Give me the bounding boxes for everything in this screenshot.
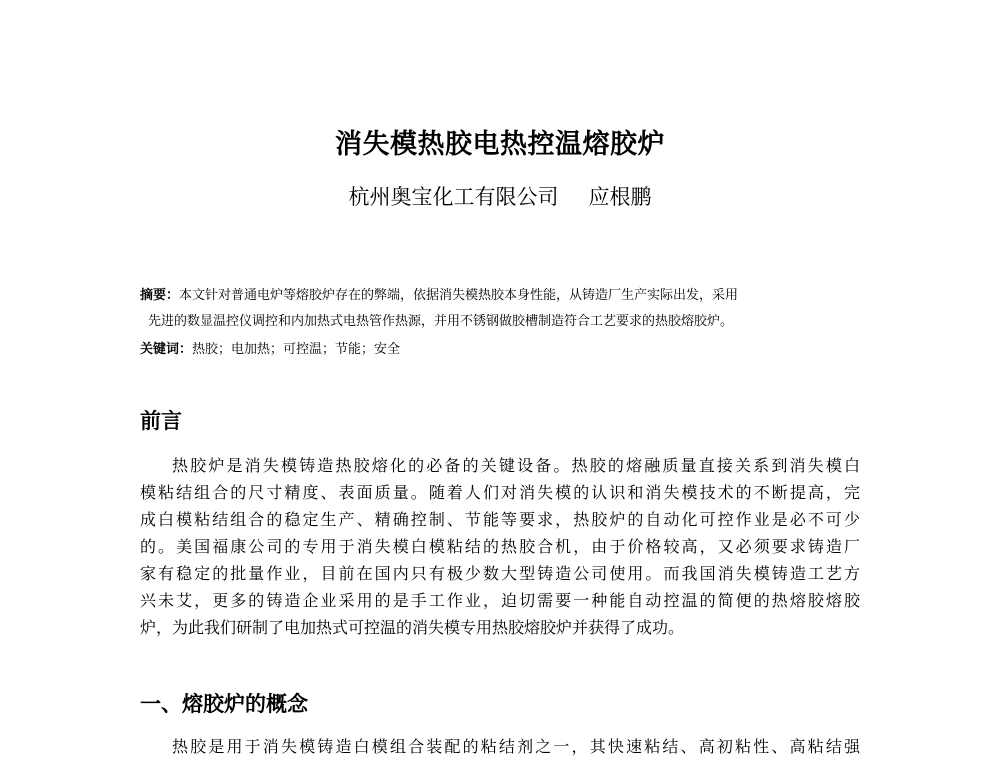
paragraph-line: 模粘结组合的尺寸精度、表面质量。随着人们对消失模的认识和消失模技术的不断提高，完 <box>140 483 860 502</box>
preface-paragraph <box>140 452 860 641</box>
abstract <box>140 283 870 363</box>
keywords-label: 关键词： <box>140 342 193 357</box>
organization: 杭州奥宝化工有限公司 <box>348 185 559 209</box>
concept-paragraph <box>140 733 860 760</box>
author: 应根鹏 <box>588 185 652 209</box>
abstract-line-1 <box>140 283 870 309</box>
paragraph-line: 家有稳定的批量作业，目前在国内只有极少数大型铸造公司使用。而我国消失模铸造工艺方 <box>140 564 860 583</box>
paper-title: 消失模热胶电热控温熔胶炉 <box>335 129 665 160</box>
byline <box>0 181 1000 211</box>
keywords <box>140 337 870 363</box>
abstract-label: 摘要： <box>140 288 180 303</box>
abstract-text-1: 本文针对普通电炉等熔胶炉存在的弊端，依据消失模热胶本身性能，从铸造厂生产实际出发，采用 <box>179 288 739 303</box>
section-heading-concept: 一、熔胶炉的概念 <box>140 692 308 716</box>
keywords-text: 热胶；电加热；可控温；节能；安全 <box>192 342 401 357</box>
abstract-line-2: 先进的数显温控仪调控和内加热式电热管作热源，并用不锈钢做胶槽制造符合工艺要求的热胶熔胶炉。 <box>148 314 734 329</box>
section-heading-preface: 前言 <box>140 409 182 433</box>
paragraph-line: 热胶是用于消失模铸造白模组合装配的粘结剂之一，其快速粘结、高初粘性、高粘结强 <box>172 737 860 756</box>
paragraph-line: 的。美国福康公司的专用于消失模白模粘结的热胶合机，由于价格较高，又必须要求铸造厂 <box>140 537 860 556</box>
paragraph-line: 炉，为此我们研制了电加热式可控温的消失模专用热胶熔胶炉并获得了成功。 <box>140 618 685 637</box>
paragraph-line: 成白模粘结组合的稳定生产、精确控制、节能等要求，热胶炉的自动化可控作业是必不可少 <box>140 510 860 529</box>
paragraph-line: 热胶炉是消失模铸造热胶熔化的必备的关键设备。热胶的熔融质量直接关系到消失模白 <box>172 456 860 475</box>
paragraph-line: 兴未艾，更多的铸造企业采用的是手工作业，迫切需要一种能自动控温的简便的热熔胶熔胶 <box>140 591 860 610</box>
